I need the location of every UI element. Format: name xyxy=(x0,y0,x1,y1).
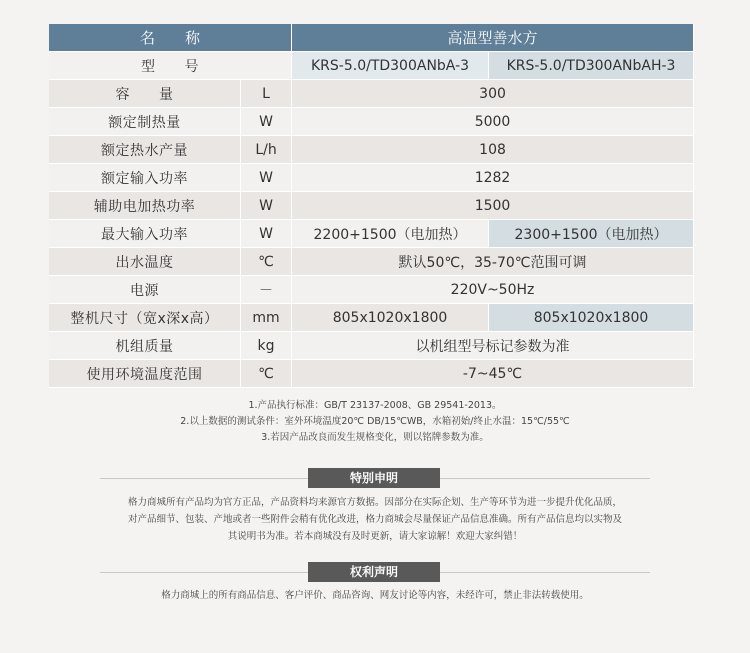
spec-table xyxy=(49,24,694,388)
row-label: 出水温度 xyxy=(49,248,241,276)
table-row xyxy=(49,192,694,220)
row-value: 以机组型号标记参数为准 xyxy=(292,332,694,360)
model-b: KRS-5.0/TD300ANbAH-3 xyxy=(489,52,694,80)
row-unit: W xyxy=(241,192,292,220)
row-unit: L/h xyxy=(241,136,292,164)
row-value-a: 2200+1500（电加热） xyxy=(292,220,489,248)
row-unit: W xyxy=(241,220,292,248)
row-value-b: 805x1020x1800 xyxy=(489,304,694,332)
row-label: 整机尺寸（宽x深x高） xyxy=(49,304,241,332)
row-value: 5000 xyxy=(292,108,694,136)
row-label: 电源 xyxy=(49,276,241,304)
declaration-title: 特别申明 xyxy=(308,468,440,488)
row-unit: － xyxy=(241,276,292,304)
table-row xyxy=(49,360,694,388)
table-row xyxy=(49,304,694,332)
row-unit: ℃ xyxy=(241,248,292,276)
row-value: 108 xyxy=(292,136,694,164)
row-value: 默认50℃，35-70℃范围可调 xyxy=(292,248,694,276)
row-label: 机组质量 xyxy=(49,332,241,360)
table-header-row xyxy=(49,24,694,52)
table-row xyxy=(49,276,694,304)
row-unit: kg xyxy=(241,332,292,360)
declaration-line: 其说明书为准。若本商城没有及时更新，请大家谅解！欢迎大家纠错！ xyxy=(227,531,523,542)
rights-title: 权利声明 xyxy=(308,562,440,582)
note-line: 2.以上数据的测试条件：室外环境温度20℃ DB/15℃WB，水箱初始/终止水温：15℃/55℃ xyxy=(180,416,570,427)
row-label: 额定输入功率 xyxy=(49,164,241,192)
table-row xyxy=(49,136,694,164)
row-unit: W xyxy=(241,164,292,192)
header-product-title: 高温型善水方 xyxy=(292,24,694,52)
row-unit: W xyxy=(241,108,292,136)
row-value: 1282 xyxy=(292,164,694,192)
table-row xyxy=(49,332,694,360)
table-row xyxy=(49,164,694,192)
row-label: 额定热水产量 xyxy=(49,136,241,164)
row-value-a: 805x1020x1800 xyxy=(292,304,489,332)
declaration-text xyxy=(100,494,650,545)
row-value: -7~45℃ xyxy=(292,360,694,388)
table-row xyxy=(49,248,694,276)
row-unit: L xyxy=(241,80,292,108)
row-label: 使用环境温度范围 xyxy=(49,360,241,388)
table-row xyxy=(49,80,694,108)
row-label: 型 号 xyxy=(49,52,292,80)
declaration-line: 格力商城所有产品均为官方正品，产品资料均来源官方数据。因部分在实际企划、生产等环节为进一步提升优化品质， xyxy=(127,497,622,508)
model-a: KRS-5.0/TD300ANbA-3 xyxy=(292,52,489,80)
table-row xyxy=(49,108,694,136)
row-label: 额定制热量 xyxy=(49,108,241,136)
row-label: 容 量 xyxy=(49,80,241,108)
table-row xyxy=(49,220,694,248)
table-row-model xyxy=(49,52,694,80)
row-unit: ℃ xyxy=(241,360,292,388)
row-unit: mm xyxy=(241,304,292,332)
note-line: 1.产品执行标准：GB/T 23137-2008、GB 29541-2013。 xyxy=(248,400,502,411)
header-name-label: 名 称 xyxy=(49,24,292,52)
row-value: 300 xyxy=(292,80,694,108)
note-line: 3.若因产品改良而发生规格变化，则以铭牌参数为准。 xyxy=(261,432,489,443)
rights-text xyxy=(100,587,650,604)
row-value: 1500 xyxy=(292,192,694,220)
row-label: 最大输入功率 xyxy=(49,220,241,248)
row-value: 220V~50Hz xyxy=(292,276,694,304)
declaration-line: 对产品细节、包装、产地或者一些附件会稍有优化改进，格力商城会尽量保证产品信息准确。所有产品信息均以实物及 xyxy=(127,514,622,525)
rights-line: 格力商城上的所有商品信息、客户评价、商品咨询、网友讨论等内容，未经许可，禁止非法转载使用。 xyxy=(161,590,589,601)
spec-notes xyxy=(0,398,750,446)
row-value-b: 2300+1500（电加热） xyxy=(489,220,694,248)
row-label: 辅助电加热功率 xyxy=(49,192,241,220)
